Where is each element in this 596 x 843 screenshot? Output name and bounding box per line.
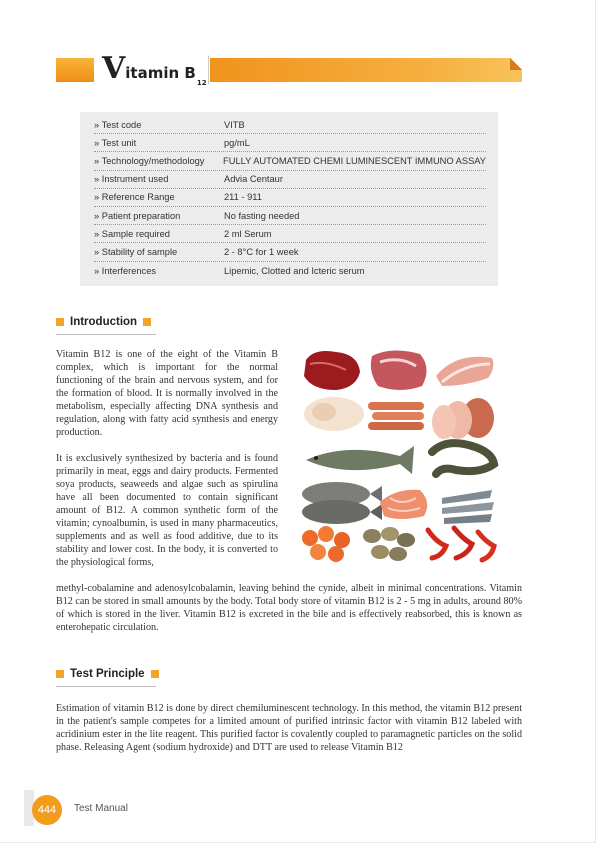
info-row — [94, 134, 486, 152]
orange-square-icon — [56, 318, 64, 326]
fish-whole — [306, 446, 414, 474]
info-label: » Stability of sample — [94, 246, 178, 257]
title-banner-left — [56, 58, 94, 82]
info-value: FULLY AUTOMATED CHEMI LUMINESCENT IMMUNO ASSAY — [223, 155, 486, 166]
info-row — [94, 262, 486, 280]
info-label: » Test unit — [94, 137, 137, 148]
eel — [432, 443, 494, 474]
test-principle-heading — [56, 668, 159, 680]
info-row — [94, 116, 486, 134]
info-label: » Reference Range — [94, 192, 175, 203]
page-title — [94, 50, 210, 86]
info-row — [94, 225, 486, 243]
info-value: Advia Centaur — [224, 174, 283, 185]
info-value: 2 ml Serum — [224, 228, 272, 239]
info-value: Lipemic, Clotted and Icteric serum — [224, 265, 365, 276]
shrimp — [302, 526, 350, 562]
info-row — [94, 243, 486, 261]
test-principle-heading-text: Test Principle — [70, 668, 145, 680]
sardines — [442, 490, 494, 524]
orange-square-icon — [56, 670, 64, 678]
footer-text: Test Manual — [74, 803, 128, 814]
section-underline — [56, 686, 156, 687]
orange-square-icon — [143, 318, 151, 326]
beef-chunk — [304, 351, 360, 390]
info-value: 211 - 911 — [224, 192, 262, 203]
title-banner-right — [210, 58, 522, 82]
sausages — [368, 402, 424, 430]
title-initial: V — [102, 51, 126, 86]
title-text: itamin B — [125, 64, 196, 82]
info-label: » Interferences — [94, 265, 157, 276]
vitamin-b12-foods-image — [296, 342, 506, 566]
page-number-badge: 444 — [32, 795, 62, 825]
info-row — [94, 189, 486, 207]
test-info-table — [80, 112, 498, 286]
banner-corner-fold — [510, 58, 522, 70]
info-row — [94, 171, 486, 189]
info-value: pg/mL — [224, 137, 250, 148]
info-label: » Sample required — [94, 228, 170, 239]
introduction-heading — [56, 316, 151, 328]
introduction-heading-text: Introduction — [70, 316, 138, 328]
info-value: No fasting needed — [224, 210, 300, 221]
ham-sausage-slices — [432, 398, 494, 439]
mussels — [363, 527, 415, 561]
info-label: » Instrument used — [94, 174, 169, 185]
pork-cut — [371, 350, 427, 390]
tilapia-fish — [302, 482, 382, 524]
info-value: VITB — [224, 119, 245, 130]
intro-paragraph-1: Vitamin B12 is one of the eight of the Vitamin B complex, which is important for the normal functioning of the brain and nervous system, and for the formation of blood. It is normally involved in the metabolism, especially affecting DNA synthesis and regulation, along with fatty acid synthesis and energy production. — [56, 349, 278, 438]
crayfish — [428, 528, 494, 560]
info-label: » Test code — [94, 119, 142, 130]
info-row — [94, 207, 486, 225]
test-principle-paragraph: Estimation of vitamin B12 is done by direct chemiluminescent technology. In this method, the vitamin B12 present in the patient's sample competes for a limited amount of purified intrinsic factor with vitamin B12 labeled with acridinium ester in the lite reagent. This purified factor is covalently coupled to paramagnetic particles on the solid phase. Releasing Agent (sodium hydroxide) and DTT are used to release Vitamin B12 — [56, 703, 522, 753]
section-underline — [56, 334, 156, 335]
salmon-fillet — [380, 490, 427, 519]
orange-square-icon — [151, 670, 159, 678]
title-divider — [208, 56, 209, 84]
info-row — [94, 152, 486, 170]
info-label: » Patient preparation — [94, 210, 181, 221]
intro-paragraph-3: methyl-cobalamine and adenosylcobalamin, leaving behind the cynide, albeit in minimal concentrations. Vitamin B12 can be stored in small amounts by the body. Total body store of vitamin B12 is 2 - 5 mg in adults, around 80% of which is stored in the liver. Vitamin B12 is excreted in the bile and is effectively reabsorbed, this is known as enterohepatic circulation. — [56, 583, 522, 633]
intro-paragraph-2: It is exclusively synthesized by bacteria and is found primarily in meat, eggs and dairy products. Fermented soya products, seaweeds and algae such as spirulina have all been documented to contain significant amount of B12. A common synthetic form of the vitamin; cynoalbumin, is used in many pharmaceutics, supplements and as well as food additive, due to its stability and lower cost. In the body, it is converted to the physiological forms, — [56, 453, 278, 568]
info-value: 2 - 8°C for 1 week — [224, 246, 299, 257]
title-subscript: 12 — [196, 79, 207, 87]
info-label: » Technology/methodology — [94, 155, 205, 166]
